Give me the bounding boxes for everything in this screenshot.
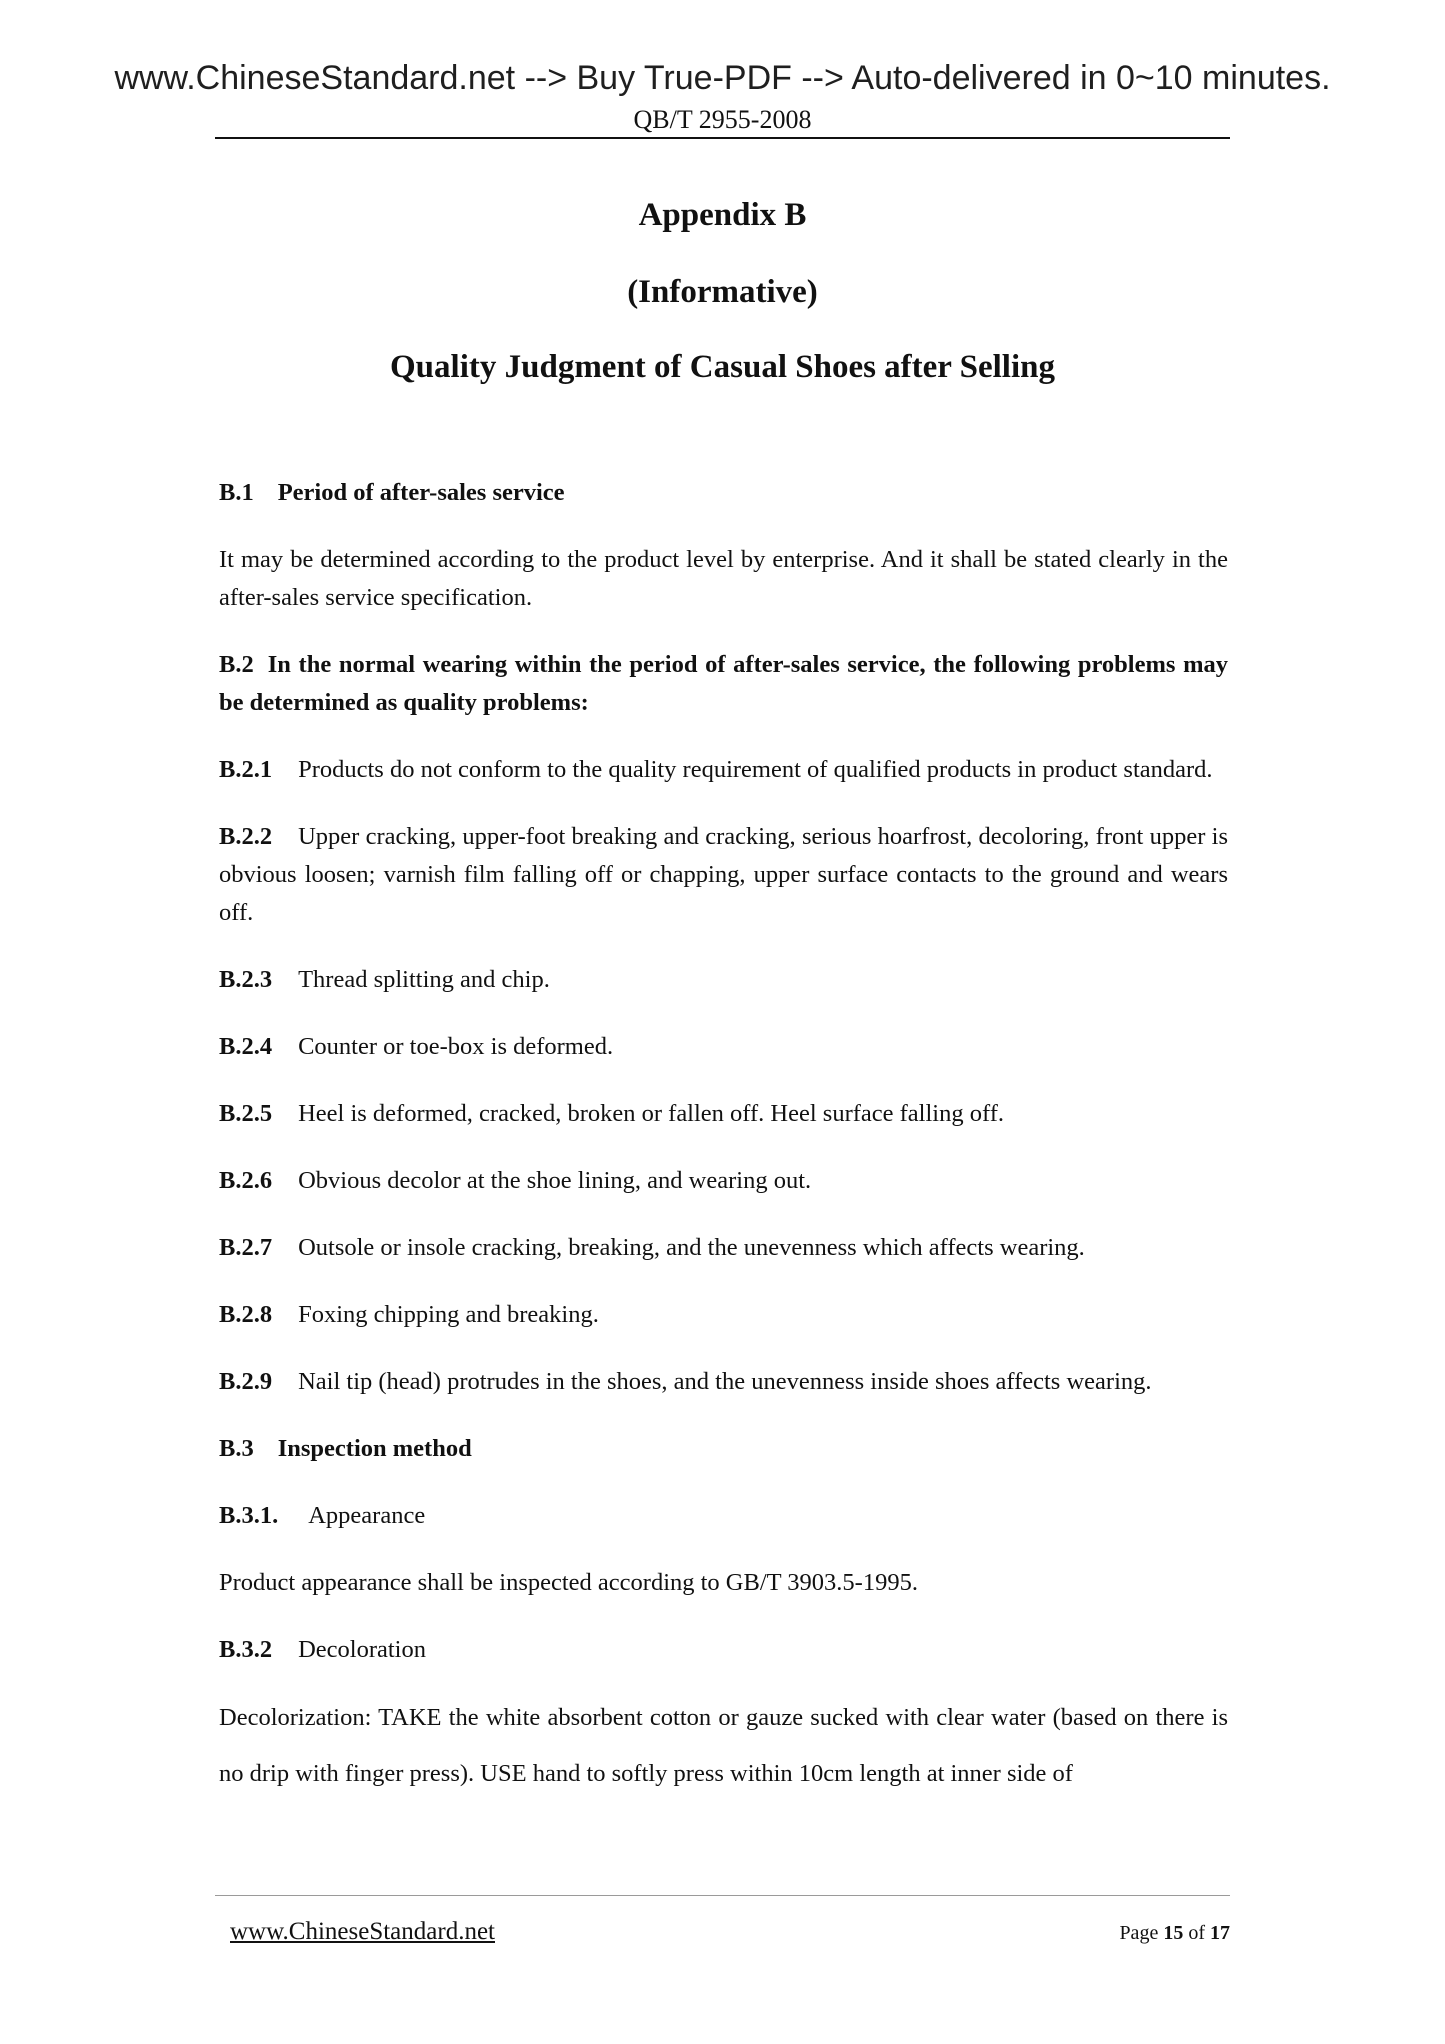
item-number: B.2.2	[219, 823, 273, 850]
top-banner[interactable]: www.ChineseStandard.net --> Buy True-PDF --> Auto-delivered in 0~10 minutes.	[114, 59, 1331, 97]
item-number: B.2.1	[219, 756, 273, 783]
list-item	[219, 1363, 1228, 1401]
item-text: Nail tip (head) protrudes in the shoes, and the unevenness inside shoes affects wearing.	[298, 1368, 1152, 1395]
appendix-title: Appendix B	[638, 197, 807, 233]
page-label: Page	[1119, 1922, 1159, 1944]
item-number: B.2.4	[219, 1033, 273, 1060]
section-title: In the normal wearing within the period of after-sales service, the following problems may be determined as quality problems:	[219, 651, 1228, 716]
subsection-b32-heading	[219, 1631, 1228, 1669]
subsection-title: Appearance	[308, 1502, 426, 1529]
item-text: Thread splitting and chip.	[298, 966, 550, 993]
subsection-b32-text: Decolorization: TAKE the white absorbent cotton or gauze sucked with clear water (based on there is no drip with finger press). USE hand to softly press within 10cm length at inner side of	[219, 1704, 1228, 1787]
item-number: B.3.2	[219, 1636, 273, 1663]
section-title: Period of after-sales service	[277, 479, 565, 506]
item-number: B.2.6	[219, 1167, 273, 1194]
document-body	[219, 474, 1228, 1831]
standard-code: QB/T 2955-2008	[633, 105, 812, 134]
section-number: B.1	[219, 479, 254, 506]
item-text: Upper cracking, upper-foot breaking and cracking, serious hoarfrost, decoloring, front upper is obvious loosen; varnish film falling off or chapping, upper surface contacts to the ground and wears off.	[219, 823, 1228, 926]
page-total: 17	[1210, 1922, 1230, 1944]
item-number: B.2.8	[219, 1301, 273, 1328]
list-item	[219, 751, 1228, 789]
item-text: Foxing chipping and breaking.	[298, 1301, 599, 1328]
list-item	[219, 961, 1228, 999]
item-text: Obvious decolor at the shoe lining, and wearing out.	[298, 1167, 812, 1194]
item-text: Outsole or insole cracking, breaking, and the unevenness which affects wearing.	[298, 1234, 1085, 1261]
item-text: Counter or toe-box is deformed.	[298, 1033, 614, 1060]
section-b1-heading	[219, 474, 1228, 512]
header-divider	[215, 137, 1230, 139]
subsection-title: Decoloration	[298, 1636, 426, 1663]
section-b1-text: It may be determined according to the product level by enterprise. And it shall be stated clearly in the after-sales service specification.	[219, 546, 1228, 611]
footer-divider	[215, 1895, 1230, 1896]
subsection-b31-text: Product appearance shall be inspected according to GB/T 3903.5-1995.	[219, 1569, 918, 1596]
item-text: Products do not conform to the quality requirement of qualified products in product standard.	[298, 756, 1213, 783]
list-item	[219, 1296, 1228, 1334]
section-number: B.2	[219, 651, 254, 678]
page-number	[1119, 1918, 1230, 1948]
item-number: B.2.7	[219, 1234, 273, 1261]
subsection-b31-heading	[219, 1497, 1228, 1535]
list-item	[219, 818, 1228, 932]
footer-website-link[interactable]: www.ChineseStandard.net	[230, 1918, 495, 1945]
page-current: 15	[1163, 1922, 1184, 1944]
appendix-main-title: Quality Judgment of Casual Shoes after Selling	[390, 349, 1055, 385]
section-number: B.3	[219, 1435, 254, 1462]
list-item	[219, 1028, 1228, 1066]
item-number: B.2.5	[219, 1100, 273, 1127]
list-item	[219, 1095, 1228, 1133]
section-b2-heading	[219, 646, 1228, 722]
list-item	[219, 1162, 1228, 1200]
item-number: B.2.3	[219, 966, 273, 993]
item-number: B.2.9	[219, 1368, 273, 1395]
appendix-type: (Informative)	[627, 274, 818, 310]
page-of: of	[1188, 1922, 1205, 1944]
item-number: B.3.1.	[219, 1502, 279, 1529]
section-title: Inspection method	[277, 1435, 472, 1462]
item-text: Heel is deformed, cracked, broken or fallen off. Heel surface falling off.	[298, 1100, 1004, 1127]
section-b3-heading	[219, 1430, 1228, 1468]
list-item	[219, 1229, 1228, 1267]
